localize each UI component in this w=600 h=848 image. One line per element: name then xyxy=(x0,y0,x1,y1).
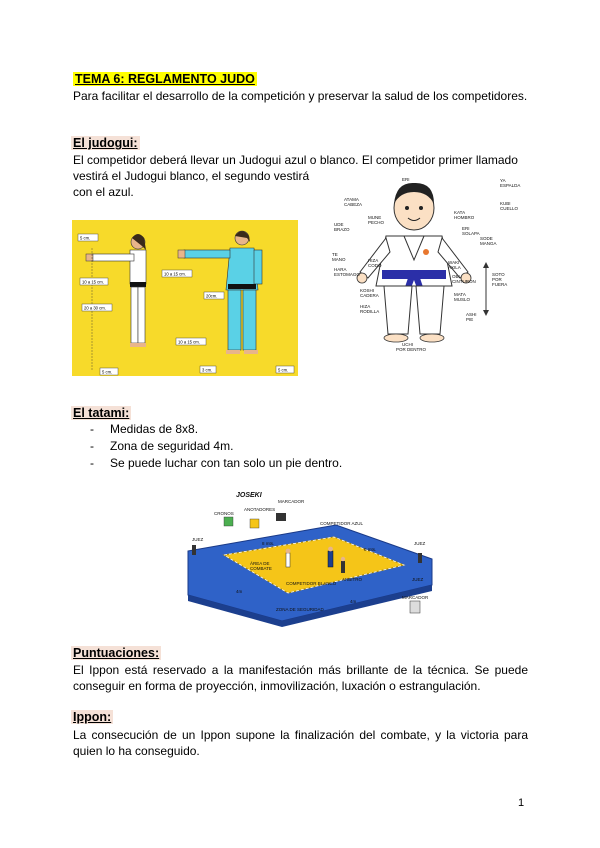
svg-text:UCHI: UCHI xyxy=(402,342,413,347)
intro-paragraph: Para facilitar el desarrollo de la competición y preservar la salud de los competidores. xyxy=(73,89,528,103)
svg-text:JOSEKI: JOSEKI xyxy=(236,492,262,499)
svg-text:CRONOS: CRONOS xyxy=(214,511,234,516)
svg-text:MARCADOR: MARCADOR xyxy=(402,595,429,600)
svg-text:YA: YA xyxy=(500,178,506,183)
svg-text:4m: 4m xyxy=(350,599,357,604)
svg-text:ESPALDA: ESPALDA xyxy=(500,183,521,188)
svg-text:TE: TE xyxy=(332,252,338,257)
svg-text:COMPETIDOR AZUL: COMPETIDOR AZUL xyxy=(320,521,364,526)
svg-text:ATAMA: ATAMA xyxy=(344,197,359,202)
svg-text:HIZA: HIZA xyxy=(368,258,379,263)
svg-text:ARBITRO: ARBITRO xyxy=(342,577,363,582)
svg-text:MUNE: MUNE xyxy=(368,215,382,220)
svg-text:HARA: HARA xyxy=(334,267,347,272)
svg-text:10 a 15 cm.: 10 a 15 cm. xyxy=(82,279,104,285)
svg-text:5 cm.: 5 cm. xyxy=(102,369,113,375)
judogi-measures-illustration xyxy=(72,220,298,376)
svg-text:8 mts.: 8 mts. xyxy=(364,547,377,552)
list-item: - Medidas de 8x8. xyxy=(90,421,342,438)
tatami-list xyxy=(90,421,342,472)
svg-text:KATA: KATA xyxy=(454,210,466,215)
judogi-parts-illustration xyxy=(304,174,528,354)
document-title: TEMA 6: REGLAMENTO JUDO xyxy=(75,72,255,86)
svg-text:5 cm.: 5 cm. xyxy=(278,367,289,373)
svg-text:COMBATE: COMBATE xyxy=(250,566,272,571)
svg-text:CADERA: CADERA xyxy=(360,293,379,298)
svg-text:PECHO: PECHO xyxy=(368,220,385,225)
svg-text:20 a 30 cm.: 20 a 30 cm. xyxy=(84,305,106,311)
svg-text:HOMBRO: HOMBRO xyxy=(454,215,475,220)
svg-text:CODO: CODO xyxy=(368,263,382,268)
svg-text:UDE: UDE xyxy=(334,222,344,227)
list-item: - Se puede luchar con tan solo un pie dentro. xyxy=(90,455,342,472)
svg-text:CUELLO: CUELLO xyxy=(500,206,519,211)
svg-text:POR DENTRO: POR DENTRO xyxy=(396,347,427,352)
section-heading-ippon: Ippon: xyxy=(73,710,112,724)
svg-text:10 a 15 cm.: 10 a 15 cm. xyxy=(164,271,186,277)
svg-text:ANOTADORES: ANOTADORES xyxy=(244,507,276,512)
tatami-illustration xyxy=(186,489,434,629)
judogi-parts-figure xyxy=(304,174,528,354)
section-heading-judogui: El judogui: xyxy=(73,136,138,150)
tatami-figure xyxy=(186,489,434,629)
judogui-text-line-1: El competidor deberá llevar un Judogui azul o blanco. El competidor primer llamado xyxy=(73,153,518,167)
svg-text:ÁREA DE: ÁREA DE xyxy=(250,561,270,566)
section-heading-puntuaciones: Puntuaciones: xyxy=(73,646,160,660)
svg-text:WAKI: WAKI xyxy=(448,260,460,265)
svg-text:4m: 4m xyxy=(236,589,243,594)
svg-text:ESTOMAGO: ESTOMAGO xyxy=(334,272,360,277)
svg-text:3 cm.: 3 cm. xyxy=(202,367,213,373)
svg-text:JUEZ: JUEZ xyxy=(192,537,204,542)
svg-text:5 cm.: 5 cm. xyxy=(80,235,91,241)
svg-text:JUEZ: JUEZ xyxy=(412,577,424,582)
svg-text:8 mts.: 8 mts. xyxy=(262,541,275,546)
page-number: 1 xyxy=(518,797,525,809)
section-heading-tatami: El tatami: xyxy=(73,406,130,420)
ippon-paragraph: La consecución de un Ippon supone la finalización del combate, y la victoria para quien lo ha conseguido. xyxy=(73,728,528,758)
svg-text:KUBI: KUBI xyxy=(500,201,511,206)
svg-text:HIZA: HIZA xyxy=(360,304,371,309)
svg-text:JUEZ: JUEZ xyxy=(414,541,426,546)
svg-text:BRAZO: BRAZO xyxy=(334,227,350,232)
svg-text:MATA: MATA xyxy=(454,292,466,297)
svg-text:SODE: SODE xyxy=(480,236,493,241)
svg-text:COMPETIDOR BLANCO: COMPETIDOR BLANCO xyxy=(286,581,337,586)
list-item: - Zona de seguridad 4m. xyxy=(90,438,342,455)
svg-text:FUERA: FUERA xyxy=(492,282,508,287)
svg-text:MARCADOR: MARCADOR xyxy=(278,499,305,504)
svg-text:SOLAPA: SOLAPA xyxy=(462,231,480,236)
svg-text:MUSLO: MUSLO xyxy=(454,297,471,302)
svg-text:10 a 15 cm.: 10 a 15 cm. xyxy=(178,339,200,345)
svg-text:ZONA DE SEGURIDAD: ZONA DE SEGURIDAD xyxy=(276,607,324,612)
svg-text:AXILA: AXILA xyxy=(448,265,461,270)
svg-text:ERI: ERI xyxy=(402,177,410,182)
svg-text:SOTO: SOTO xyxy=(492,272,505,277)
svg-text:OBI: OBI xyxy=(452,274,460,279)
svg-text:ERI: ERI xyxy=(462,226,470,231)
svg-text:MANO: MANO xyxy=(332,257,346,262)
svg-text:MANGA: MANGA xyxy=(480,241,497,246)
svg-text:CABEZA: CABEZA xyxy=(344,202,363,207)
svg-text:POR: POR xyxy=(492,277,502,282)
svg-text:20cm.: 20cm. xyxy=(206,293,218,299)
svg-text:CINTURON: CINTURON xyxy=(452,279,476,284)
svg-text:ASHI: ASHI xyxy=(466,312,477,317)
svg-text:RODILLA: RODILLA xyxy=(360,309,380,314)
puntuaciones-paragraph: El Ippon está reservado a la manifestación más brillante de la técnica. Se puede conseguir en forma de proyección, inmovilización, luxación o estrangulación. xyxy=(73,663,528,693)
svg-text:PIE: PIE xyxy=(466,317,474,322)
svg-text:KOSHI: KOSHI xyxy=(360,288,375,293)
judogui-text-line-2: vestirá el Judogui blanco, el segundo vestirá xyxy=(73,169,310,183)
judogui-text-line-3: con el azul. xyxy=(73,185,134,199)
judogi-measures-figure xyxy=(72,220,298,376)
